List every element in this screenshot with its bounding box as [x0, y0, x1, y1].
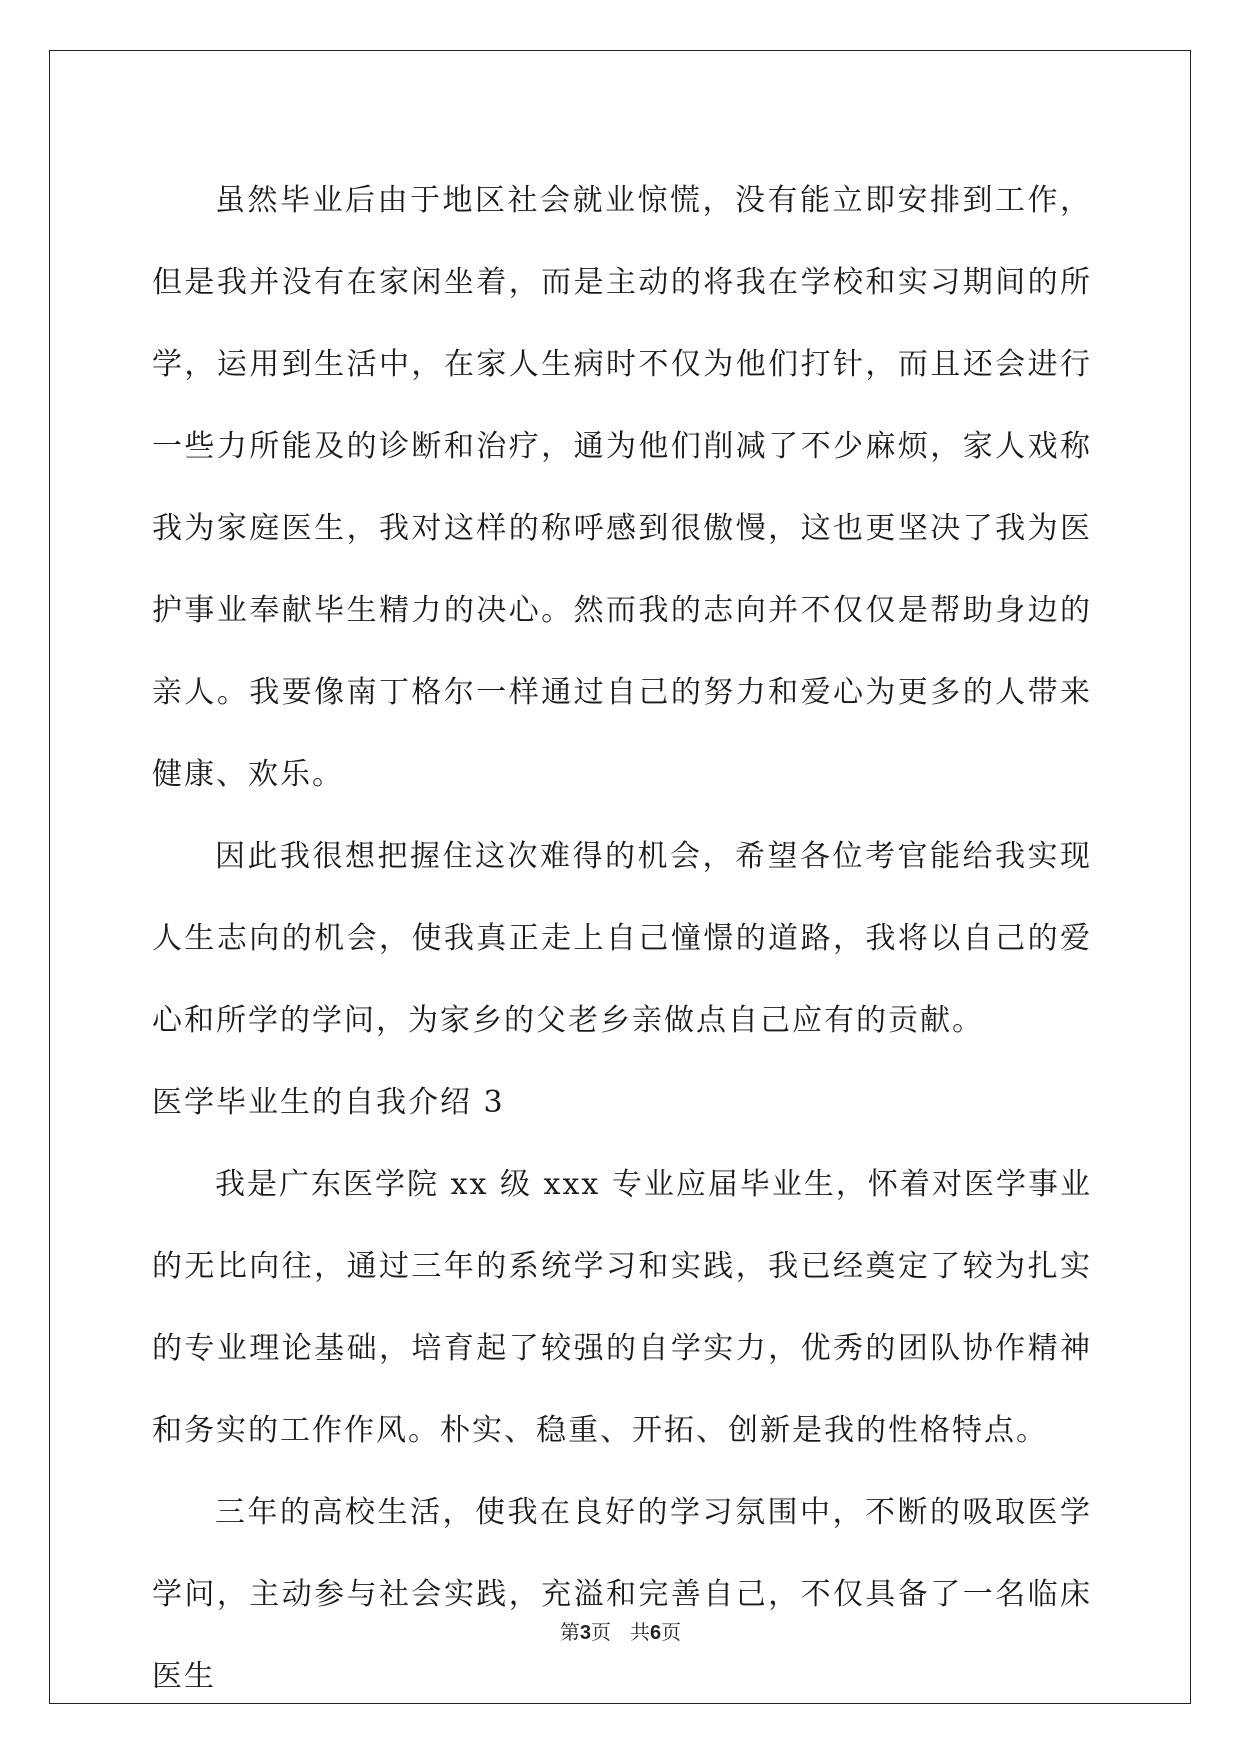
paragraph: 因此我很想把握住这次难得的机会，希望各位考官能给我实现人生志向的机会，使我真正走上自己憧憬的道路，我将以自己的爱心和所学的学问，为家乡的父老乡亲做点自己应有的贡献。	[152, 839, 1092, 1038]
document-body	[152, 160, 1092, 1718]
paragraph: 我是广东医学院 xx 级 xxx 专业应届毕业生，怀着对医学事业的无比向往，通过三年的系统学习和实践，我已经奠定了较为扎实的专业理论基础，培育起了较强的自学实力，优秀的团队协作精神和务实的工作作风。朴实、稳重、开拓、创新是我的性格特点。	[152, 1167, 1092, 1448]
page-footer	[0, 1616, 1241, 1645]
section-heading: 医学毕业生的自我介绍 3	[152, 1085, 505, 1120]
total-suffix: 页	[661, 1620, 682, 1644]
paragraph: 三年的高校生活，使我在良好的学习氛围中，不断的吸取医学学问，主动参与社会实践，充溢和完善自己，不仅具备了一名临床医生	[152, 1495, 1092, 1694]
total-pages: 6	[650, 1622, 662, 1644]
page-suffix: 页	[590, 1620, 611, 1644]
page-prefix: 第	[559, 1620, 580, 1644]
page-number: 3	[579, 1622, 591, 1644]
paragraph: 虽然毕业后由于地区社会就业惊慌，没有能立即安排到工作，但是我并没有在家闲坐着，而是主动的将我在学校和实习期间的所学，运用到生活中，在家人生病时不仅为他们打针，而且还会进行一些力所能及的诊断和治疗，通为他们削减了不少麻烦，家人戏称我为家庭医生，我对这样的称呼感到很傲慢，这也更坚决了我为医护事业奉献毕生精力的决心。然而我的志向并不仅仅是帮助身边的亲人。我要像南丁格尔一样通过自己的努力和爱心为更多的人带来健康、欢乐。	[152, 183, 1092, 792]
total-prefix: 共	[630, 1620, 651, 1644]
